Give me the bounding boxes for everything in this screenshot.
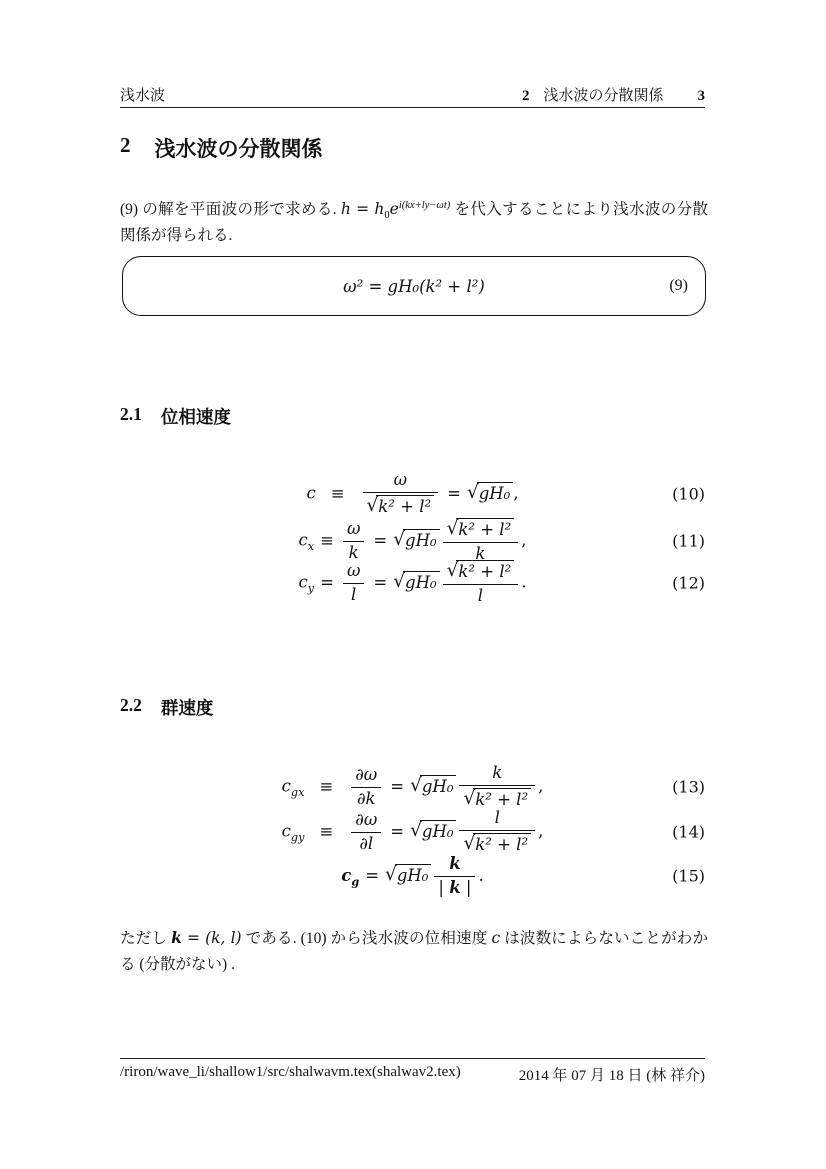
denominator: [363, 492, 439, 517]
radicand: gH₀: [420, 775, 457, 797]
subsection-2-2-number: 2.2: [120, 695, 142, 715]
numerator: ∂ω: [355, 809, 378, 829]
equation-15: [120, 852, 705, 900]
eq14-body: [282, 809, 544, 855]
footer-file-path: /riron/wave_li/shallow1/src/shalwavm.tex(shalwav2.tex): [120, 1064, 461, 1080]
radicand: gH₀: [395, 864, 432, 886]
intro-text-2: を代入することにより浅水波の分散関係が得られる.: [120, 200, 708, 244]
subsection-2-1: [120, 404, 231, 429]
footer-rule: [120, 1058, 705, 1059]
fraction: [343, 520, 364, 563]
equation-11: [120, 517, 705, 565]
eq12-punctuation: .: [521, 572, 527, 592]
numerator: ω: [393, 469, 408, 489]
subsection-2-1-title: 位相速度: [160, 407, 231, 427]
eq11-lhs: c: [298, 530, 308, 550]
equals-sign: =: [390, 776, 405, 796]
equation-14-number: (14): [672, 822, 705, 842]
radical-icon: √: [410, 819, 422, 841]
radicand: k² + l²: [456, 518, 514, 540]
eq15-lhs: c: [341, 865, 352, 885]
eq14-punctuation: ,: [538, 821, 544, 841]
equation-13-number: (13): [672, 777, 705, 797]
inline-math-c: c: [491, 928, 501, 947]
square-root: [447, 518, 515, 540]
header-page-number: 3: [697, 88, 705, 104]
eq13-lhs: c: [281, 776, 291, 796]
denominator: l: [443, 584, 519, 606]
equals-sign: =: [373, 530, 388, 550]
eq11-body: [299, 518, 527, 564]
equals-sign: =: [365, 865, 380, 885]
numerator: l: [494, 807, 500, 827]
fraction: [343, 562, 364, 605]
inline-math-e: e: [389, 199, 399, 218]
vertical-bar: |: [438, 877, 444, 897]
square-root: [393, 571, 439, 593]
denominator: ∂k: [351, 787, 381, 809]
equation-10: [120, 470, 705, 518]
equation-11-number: (11): [672, 531, 705, 551]
paragraph-intro: [120, 196, 708, 249]
inline-math-h-subscript: 0: [384, 209, 390, 221]
eq10-body: [306, 471, 518, 517]
radical-icon: √: [463, 832, 476, 854]
radicand: k² + l²: [473, 833, 531, 855]
subsection-2-2-title: 群速度: [160, 698, 214, 718]
numerator: ω: [346, 518, 361, 538]
square-root: [385, 864, 431, 886]
radical-icon: √: [393, 528, 406, 550]
eq12-body: [299, 560, 527, 606]
radicand: gH₀: [420, 820, 457, 842]
equals-sign: =: [447, 483, 461, 503]
header-rule: [120, 107, 705, 108]
denominator: l: [343, 583, 364, 605]
equation-9-body: ω² = gH₀(k² + l²): [343, 276, 485, 296]
eq15-body: [341, 855, 483, 898]
eq12-lhs-subscript: y: [307, 581, 315, 595]
paragraph-outro: [120, 925, 708, 978]
page-header: [120, 84, 705, 105]
inline-math-k-bold: k: [171, 927, 182, 947]
eq14-lhs-subscript: gy: [290, 830, 305, 844]
square-root: [463, 788, 531, 810]
denominator: [434, 876, 475, 898]
denominator: [459, 785, 535, 810]
numerator: [443, 560, 519, 584]
eq13-punctuation: ,: [538, 776, 544, 796]
eq11-punctuation: ,: [521, 530, 527, 550]
eq14-lhs: c: [281, 821, 291, 841]
equiv-sign: ≡: [320, 530, 334, 550]
fraction: [434, 855, 475, 898]
radical-icon: √: [446, 517, 459, 539]
equation-13: [120, 763, 705, 811]
fraction: [443, 560, 519, 606]
square-root: [367, 495, 435, 517]
equiv-sign: ≡: [319, 776, 334, 796]
equals-sign: =: [390, 821, 405, 841]
square-root: [410, 775, 456, 797]
radicand: gH₀: [403, 571, 440, 593]
eq12-lhs: c: [298, 572, 308, 592]
intro-text-1: (9) の解を平面波の形で求める.: [120, 200, 341, 218]
equation-12-number: (12): [672, 573, 705, 593]
radical-icon: √: [463, 787, 476, 809]
fraction: [443, 518, 519, 564]
eq10-punctuation: ,: [513, 483, 519, 503]
equiv-sign: ≡: [330, 483, 345, 503]
equals-sign: =: [373, 572, 388, 592]
header-doc-title: 浅水波: [120, 88, 166, 104]
radical-icon: √: [446, 559, 459, 581]
fraction: [459, 809, 535, 855]
equation-10-number: (10): [672, 484, 705, 504]
radicand: k² + l²: [473, 788, 531, 810]
radicand: k² + l²: [456, 560, 514, 582]
fraction: [363, 471, 439, 517]
radical-icon: √: [466, 481, 479, 503]
header-section-number: 2: [521, 88, 530, 104]
outro-text-3: は波数によらないことがわかる (分散がない) .: [120, 929, 708, 973]
equation-9-number: (9): [669, 277, 688, 294]
section-title: 浅水波の分散関係: [154, 137, 323, 161]
eq10-lhs: c: [306, 483, 316, 503]
radical-icon: √: [410, 774, 422, 796]
numerator: ω: [346, 560, 361, 580]
inline-math-h: h = h: [340, 199, 385, 218]
equation-15-number: (15): [672, 866, 705, 886]
inline-math-exponent: i(kx+ly−ωt): [398, 199, 451, 211]
fraction: [351, 811, 381, 854]
fraction: [459, 764, 535, 810]
footer-date-author: 2014 年 07 月 18 日 (林 祥介): [518, 1068, 705, 1084]
boxed-equation-9: [122, 256, 706, 316]
eq15-punctuation: .: [478, 865, 484, 885]
square-root: [410, 820, 456, 842]
square-root: [393, 529, 439, 551]
subsection-2-2: [120, 695, 213, 720]
denominator: ∂l: [351, 832, 381, 854]
section-number: 2: [120, 133, 131, 157]
eq15-lhs-subscript: g: [351, 873, 360, 888]
denominator: k: [343, 541, 364, 563]
equiv-sign: ≡: [319, 821, 334, 841]
header-section-title: 浅水波の分散関係: [543, 88, 664, 104]
radical-icon: √: [393, 570, 406, 592]
inline-math-kl: = (k, l): [181, 928, 242, 947]
denominator: k: [443, 542, 519, 564]
square-root: [447, 560, 515, 582]
section-heading: [120, 133, 323, 163]
equation-12: [120, 559, 705, 607]
eq11-lhs-subscript: x: [307, 539, 315, 553]
radicand: k² + l²: [376, 495, 434, 517]
radicand: gH₀: [403, 529, 440, 551]
outro-text-2: である. (10) から浅水波の位相速度: [241, 929, 492, 947]
equals-sign: =: [320, 572, 334, 592]
fraction: [351, 766, 381, 809]
square-root: [467, 482, 513, 504]
radical-icon: √: [366, 494, 379, 516]
radical-icon: √: [385, 863, 397, 885]
numerator: [443, 518, 519, 542]
vertical-bar: |: [465, 877, 472, 897]
eq13-lhs-subscript: gx: [290, 785, 305, 799]
outro-text-1: ただし: [120, 929, 172, 947]
page-footer: [120, 1064, 705, 1085]
wavevector-symbol: k: [449, 877, 461, 897]
subsection-2-1-number: 2.1: [120, 404, 142, 424]
numerator: k: [492, 762, 503, 782]
numerator: ∂ω: [355, 764, 378, 784]
eq13-body: [282, 764, 544, 810]
equation-14: [120, 808, 705, 856]
numerator: k: [449, 853, 461, 873]
radicand: gH₀: [477, 482, 514, 504]
